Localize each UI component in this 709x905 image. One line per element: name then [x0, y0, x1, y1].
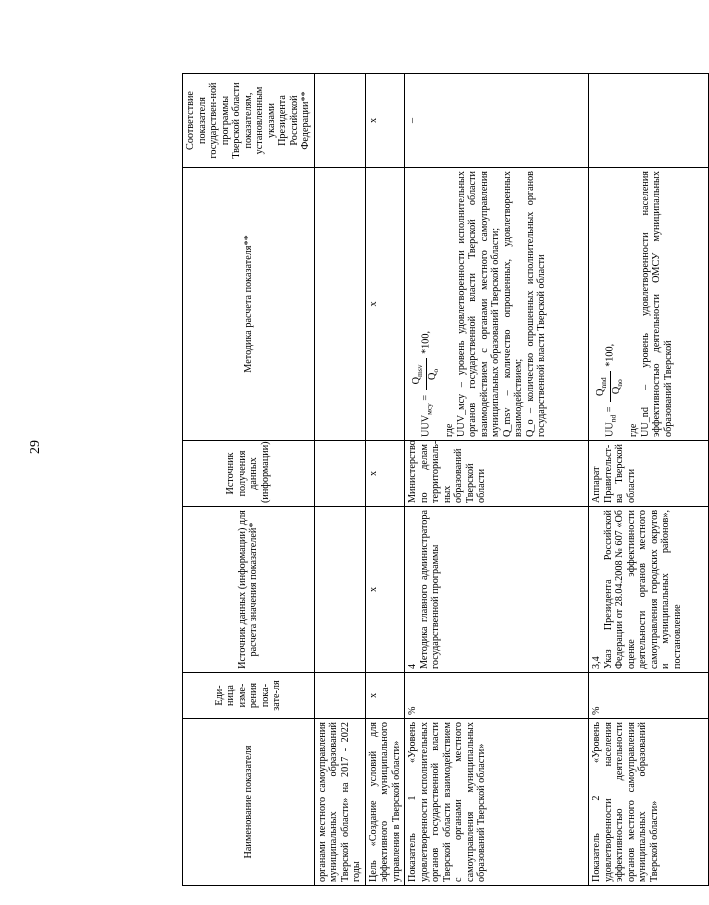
- indicator1-name: Показатель 1 «Уровень удовлетворенности исполнительных органов государственной власти Тверской области взаимодействием с органами местного самоуправления муниципальных образований Тверской области»: [405, 719, 589, 886]
- table-row: [314, 74, 365, 886]
- indicator2-def-uu: UU_nd – уровень удовлетворенности населения эффективностью деятельности ОМСУ муниципальных образований Тверской: [639, 171, 674, 437]
- indicator1-unit: %: [405, 673, 589, 719]
- header-method: Методика расчета показателя**: [183, 168, 315, 441]
- indicator2-method: $UU_{nd}$ = $Q_{nnd}$ $Q_{no}$ *100, где UU_nd – уровень удовлетворенности населения эффективностью деятельности ОМСУ муниципальных образований Тверской: [589, 168, 709, 441]
- indicator1-method: $UUV_{мсу}$ = $Q_{msv}$ $Q_o$ *100, где UUV_мсу – уровень удовлетворенности исполнительных органов государственной власти Тверской области взаимодействием с органами местного самоуправления муниципальных образований Тверской области; Q_msv – количество опрошенных, удовлетворенных взаимодействием; Q_o – количество опрошенных исполнительных органов государственной власти Тверской области: [405, 168, 589, 441]
- indicator1-compliance: –: [405, 74, 589, 168]
- table-row: [589, 74, 709, 886]
- goal-compliance: х: [365, 74, 405, 168]
- header-indicator-name: Наименование показателя: [183, 719, 315, 886]
- indicator2-source-data: [589, 507, 709, 673]
- indicator2-source-num: 3,4: [591, 656, 602, 669]
- indicator1-source-data: [405, 507, 589, 673]
- indicator2-source-text: Указ Президента Российской Федерации от 28.04.2008 № 607 «Об оценке эффективности деятельности органов местного самоуправления городских округов и муниципальных районов», постановление: [602, 510, 683, 669]
- page-number: 29: [28, 440, 43, 454]
- indicator1-formula: $UUV_{мсу}$ = $Q_{msv}$ $Q_o$ *100,: [411, 331, 440, 437]
- indicator1-def-qo: Q_o – количество опрошенных исполнительных органов государственной власти Тверской области: [524, 171, 548, 437]
- indicator2-compliance: [589, 74, 709, 168]
- indicator2-unit: %: [589, 673, 709, 719]
- table-row: [365, 74, 405, 886]
- header-unit: Еди-ница изме-рения пока-зате-ля: [183, 673, 315, 719]
- indicator1-def-qmsv: Q_msv – количество опрошенных, удовлетворенных взаимодействием;: [501, 171, 525, 437]
- cont-row-name: органами местного самоуправления муниципальных образований Тверской области» на 2017 - 2022 годы: [314, 719, 365, 886]
- header-source: Источник получения данных (информации): [183, 441, 315, 507]
- indicator2-name: Показатель 2 «Уровень удовлетворенности населения эффективностью деятельности органов местного самоуправления муниципальных образований Тверской области»: [589, 719, 709, 886]
- indicator1-source-text: Методика главного администратора государственной программы: [418, 510, 441, 669]
- table-row: [405, 74, 589, 886]
- header-compliance: Соответствие показателя государствен-ной программы Тверской области показателям, установленным указами Президента Российской Федерации**: [183, 74, 315, 168]
- rotated-table-container: [182, 74, 683, 886]
- goal-unit: х: [365, 673, 405, 719]
- indicator1-def-uuv: UUV_мсу – уровень удовлетворенности исполнительных органов государственной власти Тверской области взаимодействием с органами местного самоуправления муниципальных образований Тверской области;: [455, 171, 502, 437]
- indicator1-source-num: 4: [407, 663, 418, 669]
- goal-row-name: Цель «Создание условий для эффективного муниципального управления в Тверской области»: [365, 719, 405, 886]
- goal-method: х: [365, 168, 405, 441]
- indicators-table: [182, 73, 709, 886]
- indicator2-formula: $UU_{nd}$ = $Q_{nnd}$ $Q_{no}$ *100,: [595, 343, 624, 437]
- indicator2-source: Аппарат Правительст-ва Тверской области: [589, 441, 709, 507]
- goal-source-data: х: [365, 507, 405, 673]
- goal-source: х: [365, 441, 405, 507]
- indicator1-source: Министерство по делам территориаль-ных образований Тверской области: [405, 441, 589, 507]
- header-source-data: Источник данных (информации) для расчета значения показателей*: [183, 507, 315, 673]
